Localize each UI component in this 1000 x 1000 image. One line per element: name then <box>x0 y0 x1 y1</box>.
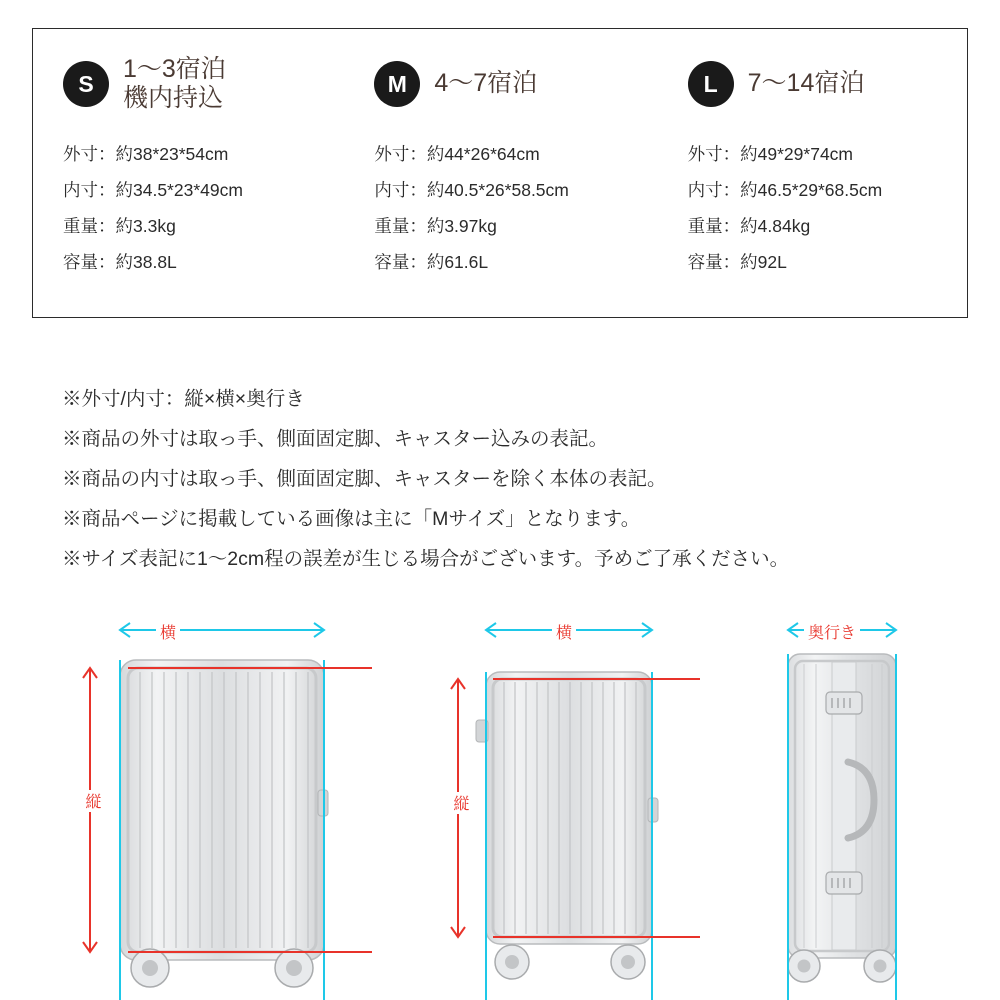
spec-capacity-s: 容量：約38.8L <box>63 251 177 272</box>
diagram3-depth-label: 奥行き <box>804 620 860 643</box>
size-column-m <box>342 53 653 317</box>
note-line: ※商品ページに掲載している画像は主に「Mサイズ」となります。 <box>62 507 641 530</box>
spec-weight-m: 重量：約3.97kg <box>374 215 497 236</box>
spec-weight-l: 重量：約4.84kg <box>687 215 811 236</box>
size-nights-line1-m: 4〜7宿泊 <box>434 69 538 98</box>
spec-weight-s: 重量：約3.3kg <box>63 215 176 236</box>
note-line: ※外寸/内寸：縦×横×奥行き <box>62 388 305 410</box>
size-badge-row-s <box>63 53 342 115</box>
note-line: ※商品の内寸は取っ手、側面固定脚、キャスターを除く本体の表記。 <box>62 467 667 490</box>
dimension-diagrams <box>0 612 1000 1000</box>
diagram-front-medium-svg <box>440 612 700 1000</box>
size-table-columns <box>33 29 967 317</box>
spec-outer-m: 外寸：約44*26*64cm <box>374 144 540 164</box>
notes-list <box>62 380 789 580</box>
spec-capacity-l: 容量：約92L <box>687 251 787 272</box>
size-badge-l: L <box>688 61 734 107</box>
spec-inner-s: 内寸：約34.5*23*49cm <box>63 179 243 200</box>
spec-outer-s: 外寸：約38*23*54cm <box>63 144 229 164</box>
spec-inner-l: 内寸：約46.5*29*68.5cm <box>687 179 883 200</box>
diagram2-width-label: 横 <box>552 620 576 643</box>
spec-outer-l: 外寸：約49*29*74cm <box>687 144 854 164</box>
diagram-front-medium <box>440 612 672 1000</box>
size-specs-s <box>63 137 342 281</box>
size-specs-m <box>374 137 653 281</box>
size-nights-l <box>748 69 865 99</box>
diagram1-height-label: 縦 <box>80 790 103 812</box>
size-badge-row-m <box>374 53 653 115</box>
note-line: ※商品の外寸は取っ手、側面固定脚、キャスター込みの表記。 <box>62 427 609 450</box>
spec-capacity-m: 容量：約61.6L <box>374 251 489 272</box>
size-badge-m: M <box>374 61 420 107</box>
diagram-front-large <box>72 612 344 1000</box>
spec-inner-m: 内寸：約40.5*26*58.5cm <box>374 179 569 200</box>
size-badge-s: S <box>63 61 109 107</box>
diagram-side-depth-svg <box>770 612 950 1000</box>
size-nights-line1-l: 7〜14宿泊 <box>747 69 865 98</box>
size-nights-line1-s: 1〜3宿泊 <box>123 54 226 83</box>
diagram1-width-label: 横 <box>156 620 180 643</box>
size-table-box <box>32 28 968 318</box>
size-column-s <box>33 53 342 317</box>
diagram-front-large-svg <box>72 612 372 1000</box>
size-badge-row-l <box>688 53 967 115</box>
size-column-l <box>654 53 967 317</box>
size-nights-s <box>123 55 226 114</box>
note-line: ※サイズ表記に1〜2cm程の誤差が生じる場合がございます。予めご了承ください。 <box>62 547 790 570</box>
diagram-side-depth <box>770 612 930 1000</box>
size-nights-m <box>434 69 537 99</box>
size-nights-line2-s: 機内持込 <box>123 84 224 112</box>
diagram2-height-label: 縦 <box>448 792 471 814</box>
size-specs-l <box>688 137 967 281</box>
